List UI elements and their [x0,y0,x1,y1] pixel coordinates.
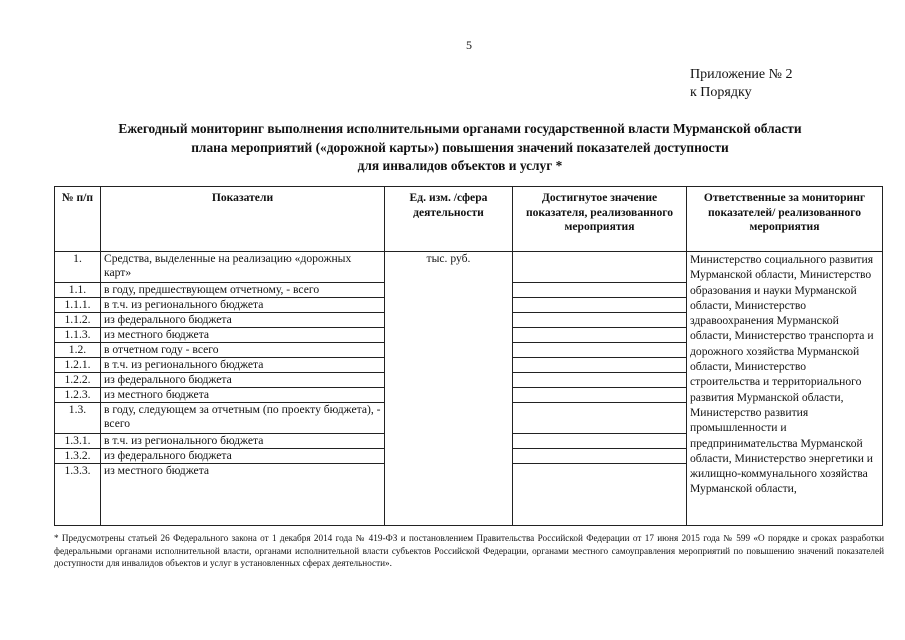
row-label: из федерального бюджета [101,313,385,328]
achieved-cell[interactable] [513,358,687,373]
row-label: Средства, выделенные на реализацию «дорожных карт» [101,252,385,283]
row-label: из федерального бюджета [101,449,385,464]
row-num: 1.2. [55,343,101,358]
row-num: 1.1. [55,283,101,298]
achieved-cell[interactable] [513,298,687,313]
title-line-1: Ежегодный мониторинг выполнения исполнительными органами государственной власти Мурманской области [118,121,802,136]
achieved-cell[interactable] [513,434,687,449]
row-num: 1.3.1. [55,434,101,449]
row-label: из федерального бюджета [101,373,385,388]
achieved-cell[interactable] [513,313,687,328]
row-label: в году, следующем за отчетным (по проекту бюджета), - всего [101,403,385,434]
row-label: в отчетном году - всего [101,343,385,358]
row-label: из местного бюджета [101,388,385,403]
achieved-cell[interactable] [513,343,687,358]
header-responsible: Ответственные за мониторинг показателей/ реализованного мероприятия [687,187,883,252]
table-row [55,252,883,283]
achieved-cell[interactable] [513,388,687,403]
row-label: в году, предшествующем отчетному, - всего [101,283,385,298]
appendix-line-1: Приложение № 2 [690,67,793,82]
row-label: из местного бюджета [101,328,385,343]
header-indicator: Показатели [101,187,385,252]
document-title [40,120,880,176]
header-num: № п/п [55,187,101,252]
unit-cell: тыс. руб. [385,252,513,526]
row-label: из местного бюджета [101,464,385,526]
row-num: 1.3. [55,403,101,434]
monitoring-table [54,186,883,526]
row-num: 1.2.2. [55,373,101,388]
row-num: 1.2.3. [55,388,101,403]
header-unit: Ед. изм. /сфера деятельности [385,187,513,252]
title-line-3: для инвалидов объектов и услуг * [357,158,563,173]
achieved-cell[interactable] [513,449,687,464]
achieved-cell[interactable] [513,328,687,343]
achieved-cell[interactable] [513,403,687,434]
row-label: в т.ч. из регионального бюджета [101,434,385,449]
achieved-cell[interactable] [513,252,687,283]
row-num: 1.2.1. [55,358,101,373]
row-label: в т.ч. из регионального бюджета [101,298,385,313]
row-num: 1.1.2. [55,313,101,328]
row-num: 1.1.3. [55,328,101,343]
achieved-cell[interactable] [513,464,687,526]
achieved-cell[interactable] [513,283,687,298]
title-line-2: плана мероприятий («дорожной карты») повышения значений показателей доступности [191,139,729,155]
appendix-reference [690,66,793,102]
row-label: в т.ч. из регионального бюджета [101,358,385,373]
footnote: * Предусмотрены статьей 26 Федерального закона от 1 декабря 2014 года № 419-ФЗ и постановлением Правительства Российской Федерации от 17 июня 2015 года № 599 «О порядке и сроках разработки федеральными органами исполнительной власти, органами исполнительной власти субъектов Российской Федерации, органами местного самоуправления мероприятий по повышению значений показателей доступности для инвалидов объектов и услуг в установленных сферах деятельности». [54,533,884,569]
row-num: 1.3.2. [55,449,101,464]
achieved-cell[interactable] [513,373,687,388]
header-achieved: Достигнутое значение показателя, реализованного мероприятия [513,187,687,252]
page-number: 5 [466,38,472,52]
responsible-cell: Министерство социального развития Мурманской области, Министерство образования и науки Мурманской области, Министерство здравоохранения Мурманской области, Министерство транспорта и дорожного хозяйства Мурманской области, Министерство строительства и территориального развития Мурманской области, Министерство развития промышленности и предпринимательства Мурманской области, Министерство энергетики и жилищно-коммунального хозяйства Мурманской области, [687,252,883,526]
row-num: 1. [55,252,101,283]
table-header-row [55,187,883,252]
appendix-line-2: к Порядку [690,85,752,100]
row-num: 1.3.3. [55,464,101,526]
row-num: 1.1.1. [55,298,101,313]
